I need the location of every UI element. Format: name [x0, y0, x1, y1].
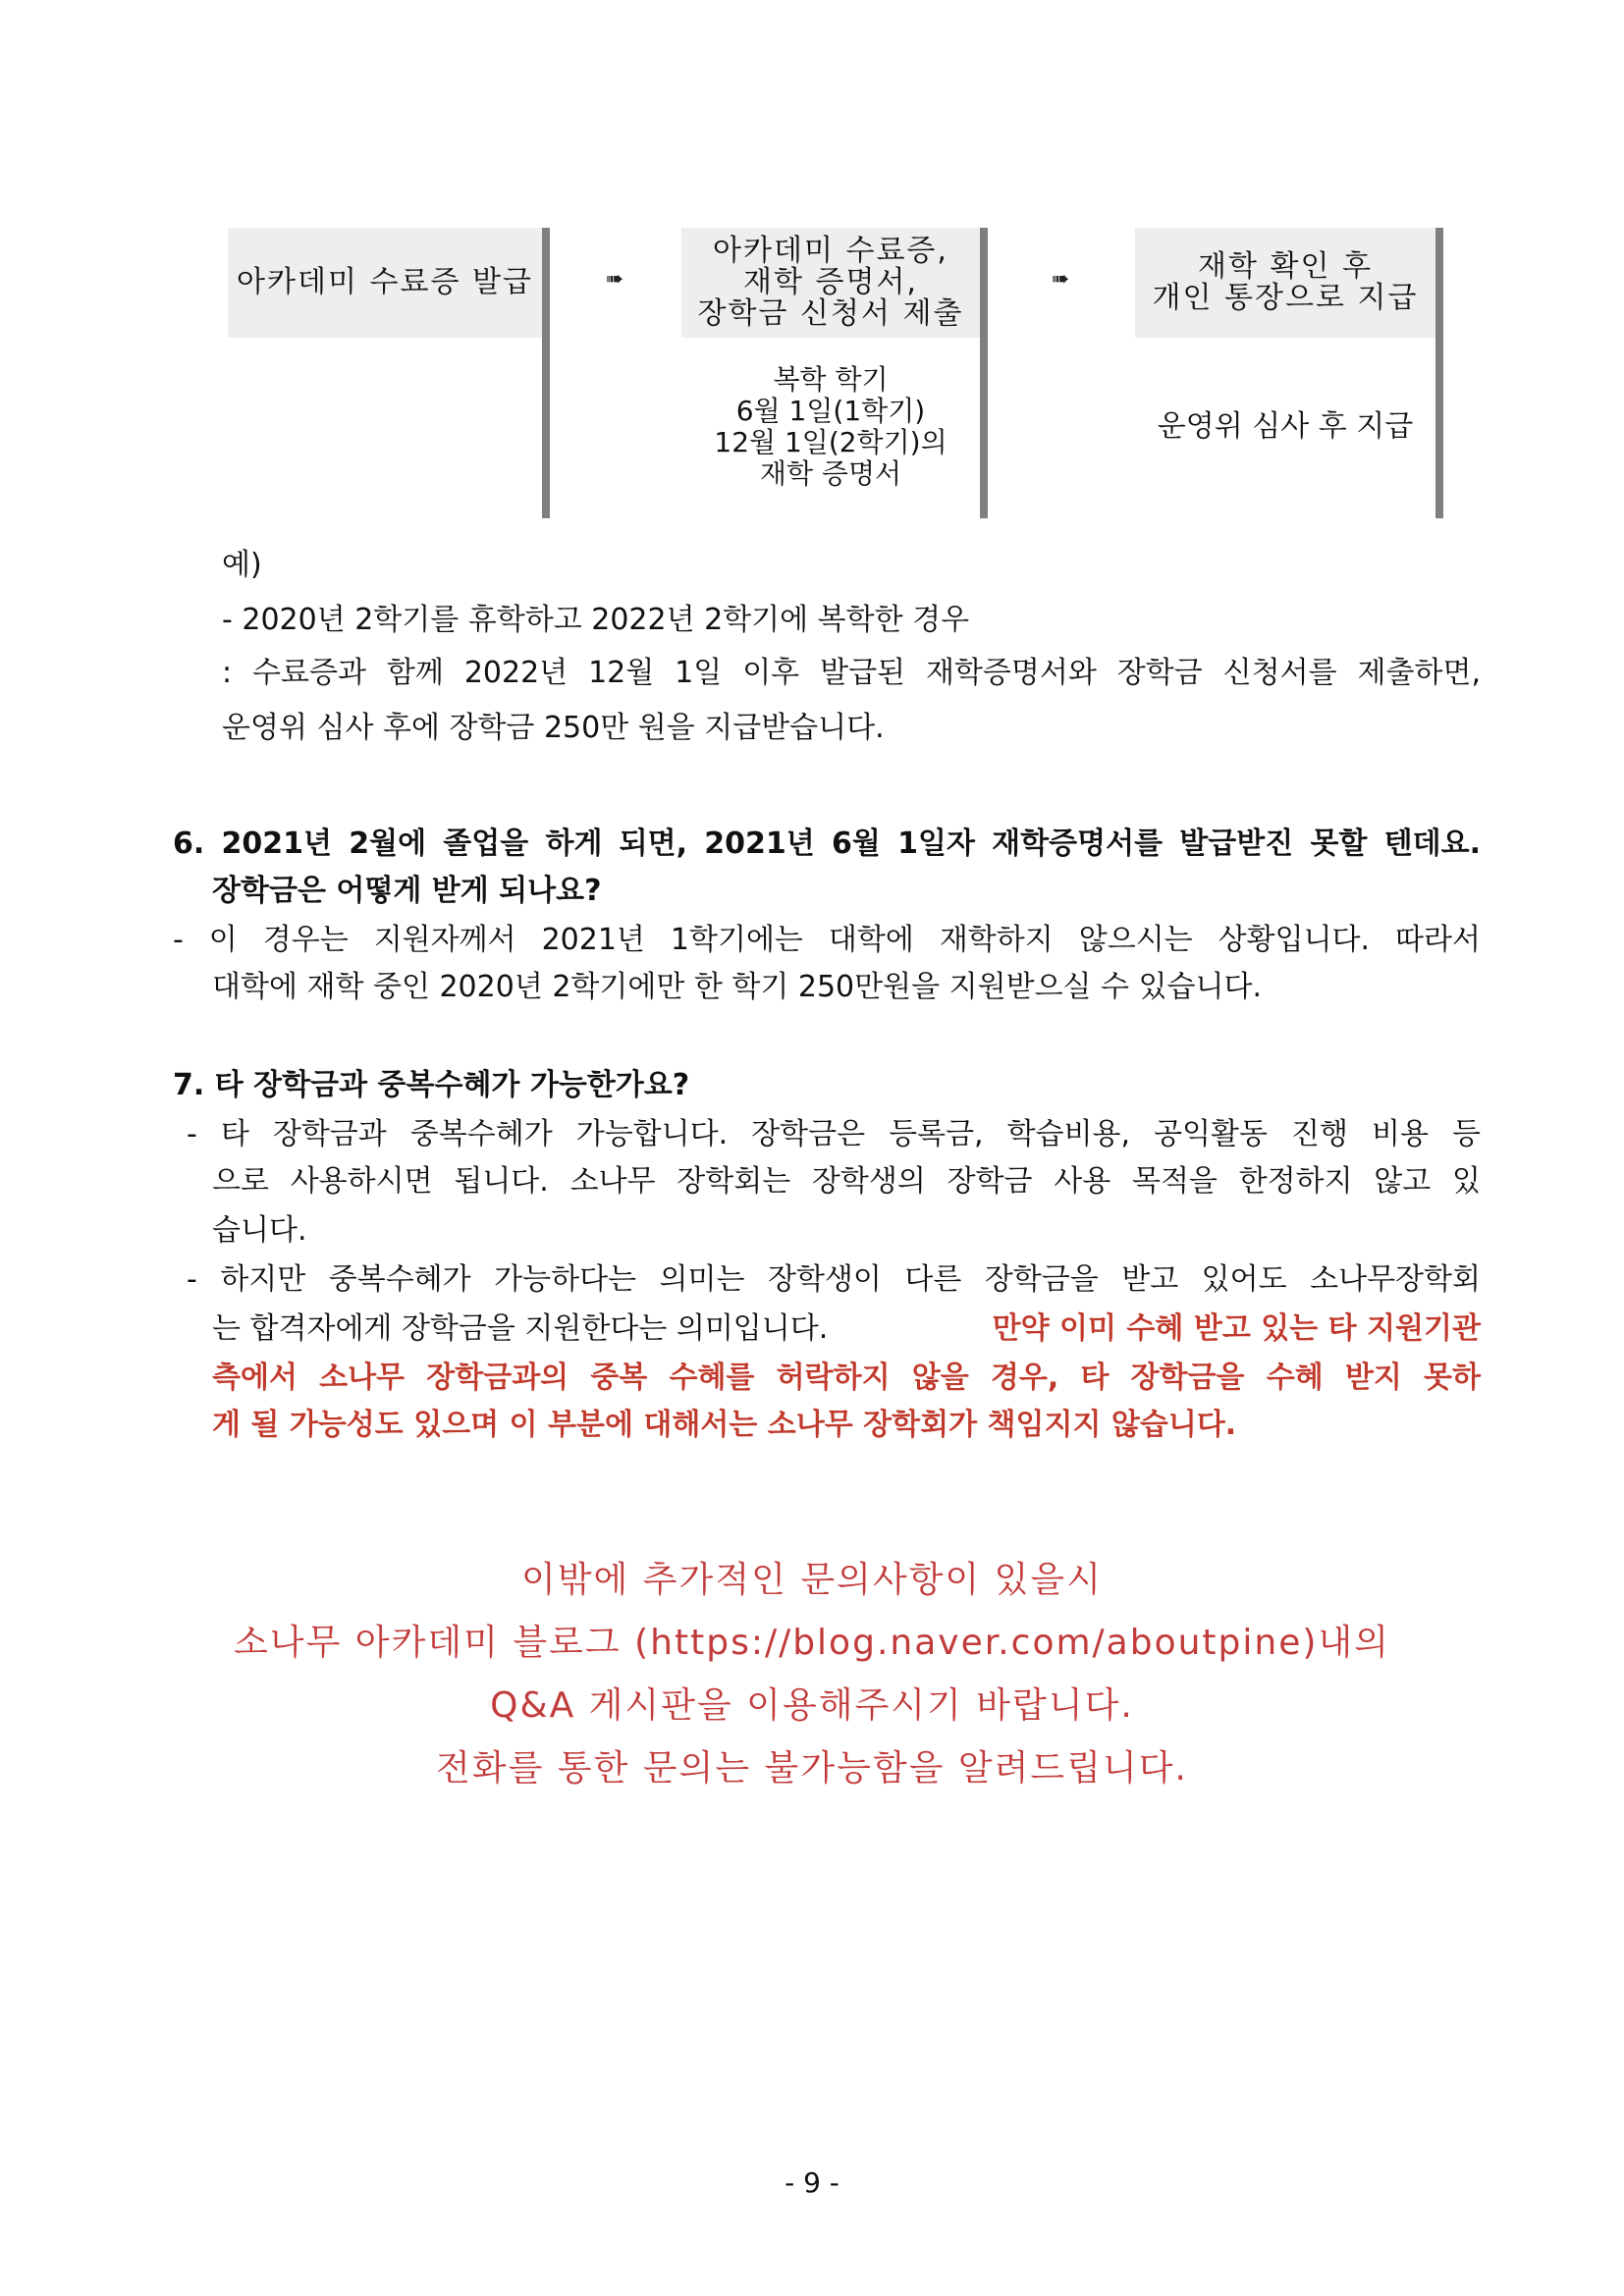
flow-step-payment: 재학 확인 후 개인 통장으로 지급 [1135, 228, 1435, 338]
answer-7: 으로 사용하시면 됩니다. 소나무 장학회는 장학생의 장학금 사용 목적을 한정하지 않고 있 [212, 1164, 1481, 1199]
example-case: - 2020년 2학기를 휴학하고 2022년 2학기에 복학한 경우 [222, 603, 970, 637]
answer-7: - 하지만 중복수혜가 가능하다는 의미는 장학생이 다른 장학금을 받고 있어도 소나무장학회 [187, 1262, 1481, 1297]
answer-7-warning: 측에서 소나무 장학금과의 중복 수혜를 허락하지 않을 경우, 타 장학금을 수혜 받지 못하 [212, 1361, 1481, 1395]
contact-notice: Q&A 게시판을 이용해주시기 바랍니다. [490, 1685, 1134, 1726]
answer-6: 대학에 재학 중인 2020년 2학기에만 한 학기 250만원을 지원받으실 수 있습니다. [212, 970, 1263, 1004]
flow-divider [542, 228, 550, 518]
contact-notice: 이밖에 추가적인 문의사항이 있을시 [521, 1560, 1103, 1600]
flow-step-submit-documents: 아카데미 수료증, 재학 증명서, 장학금 신청서 제출 [681, 228, 980, 338]
flow-step-issue-certificate: 아카데미 수료증 발급 [228, 228, 542, 338]
arrow-right-icon: ➠ [605, 267, 624, 292]
question-6: 장학금은 어떻게 받게 되나요? [212, 874, 602, 908]
question-7: 7. 타 장학금과 중복수혜가 가능한가요? [173, 1068, 690, 1102]
example-answer: : 수료증과 함께 2022년 12월 1일 이후 발급된 재학증명서와 장학금 신청서를 제출하면, [222, 656, 1481, 690]
flow-step-payment-detail: 운영위 심사 후 지급 [1157, 409, 1414, 444]
example-label: 예) [222, 548, 262, 582]
answer-7: 습니다. [212, 1213, 307, 1248]
answer-6: - 이 경우는 지원자께서 2021년 1학기에는 대학에 재학하지 않으시는 상황입니다. 따라서 [173, 923, 1481, 957]
arrow-right-icon: ➠ [1051, 267, 1070, 292]
example-answer: 운영위 심사 후에 장학금 250만 원을 지급받습니다. [222, 711, 885, 745]
answer-7 [212, 1309, 1481, 1349]
answer-7-warning: 만약 이미 수혜 받고 있는 타 지원기관 [992, 1311, 1481, 1346]
contact-notice: 소나무 아카데미 블로그 (https://blog.naver.com/aboutpine)내의 [234, 1623, 1390, 1663]
flow-divider [980, 228, 988, 518]
answer-7-warning: 게 될 가능성도 있으며 이 부분에 대해서는 소나무 장학회가 책임지지 않습니다. [212, 1408, 1237, 1442]
page-number: - 9 - [785, 2166, 839, 2199]
flow-step-submit-detail: 복학 학기 6월 1일(1학기) 12월 1일(2학기)의 재학 증명서 [714, 363, 947, 490]
answer-7-text: 는 합격자에게 장학금을 지원한다는 의미입니다. [212, 1311, 829, 1346]
answer-7: - 타 장학금과 중복수혜가 가능합니다. 장학금은 등록금, 학습비용, 공익활동 진행 비용 등 [187, 1117, 1481, 1151]
flow-divider [1435, 228, 1443, 518]
contact-notice: 전화를 통한 문의는 불가능함을 알려드립니다. [436, 1748, 1188, 1789]
question-6: 6. 2021년 2월에 졸업을 하게 되면, 2021년 6월 1일자 재학증명서를 발급받진 못할 텐데요. [173, 827, 1481, 861]
